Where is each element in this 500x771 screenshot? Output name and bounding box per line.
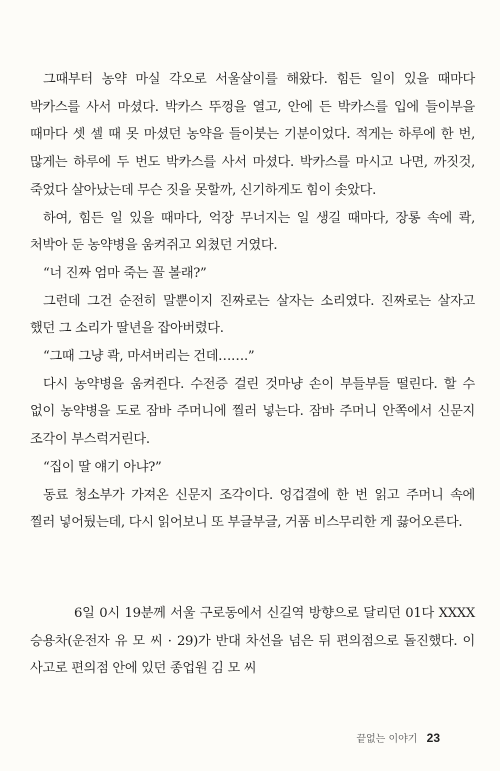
page-footer (356, 730, 440, 745)
paragraph-2: 하여, 힘든 일 있을 때마다, 억장 무너지는 일 생길 때마다, 장롱 속에 콱, 처박아 둔 농약병을 움켜쥐고 외쳤던 거였다. (30, 210, 475, 254)
story-body (30, 66, 475, 537)
page-number: 23 (426, 731, 440, 745)
dialogue-3: “집이 딸 얘기 아냐?” (43, 459, 162, 475)
paragraph-3: 그런데 그건 순전히 말뿐이지 진짜로는 살자는 소리였다. 진짜로는 살자고 했던 그 소리가 딸년을 잡아버렸다. (30, 293, 475, 337)
dialogue-1: “너 진짜 엄마 죽는 꼴 볼래?” (43, 265, 207, 281)
paragraph-5: 동료 청소부가 가져온 신문지 조각이다. 엉겁결에 한 번 읽고 주머니 속에 찔러 넣어뒀는데, 다시 읽어보니 또 부글부글, 거품 비스무리한 게 끓어오른다. (30, 487, 475, 531)
paragraph-4: 다시 농약병을 움켜쥔다. 수전증 걸린 것마냥 손이 부들부들 떨린다. 할 수 없이 농약병을 도로 잠바 주머니에 찔러 넣는다. 잠바 주머니 안쪽에서 신문지 조각이 부스럭거린다. (30, 376, 475, 448)
running-title: 끝없는 이야기 (356, 734, 418, 745)
dialogue-2: “그때 그냥 콱, 마셔버리는 건데…….” (43, 349, 255, 365)
paragraph-1: 그때부터 농약 마실 각오로 서울살이를 해왔다. 힘든 일이 있을 때마다 박카스를 사서 마셨다. 박카스 뚜껑을 열고, 안에 든 박카스를 입에 들이부을 때마다 셋 셀 때 못 마셨던 농약을 들이붓는 기분이었다. 적게는 하루에 한 번, 많게는 하루에 두 번도 박카스를 사서 마셨다. 박카스를 마시고 나면, 까짓것, 죽었다 살아났는데 무슨 짓을 못할까, 신기하게도 힘이 솟았다. (30, 72, 475, 198)
news-excerpt: 6일 0시 19분께 서울 구로동에서 신길역 방향으로 달리던 01다 XXXX 승용차(운전자 유 모 씨 · 29)가 반대 차선을 넘은 뒤 편의점으로 돌진했다. 이 사고로 편의점 안에 있던 종업원 김 모 씨 (30, 606, 475, 677)
